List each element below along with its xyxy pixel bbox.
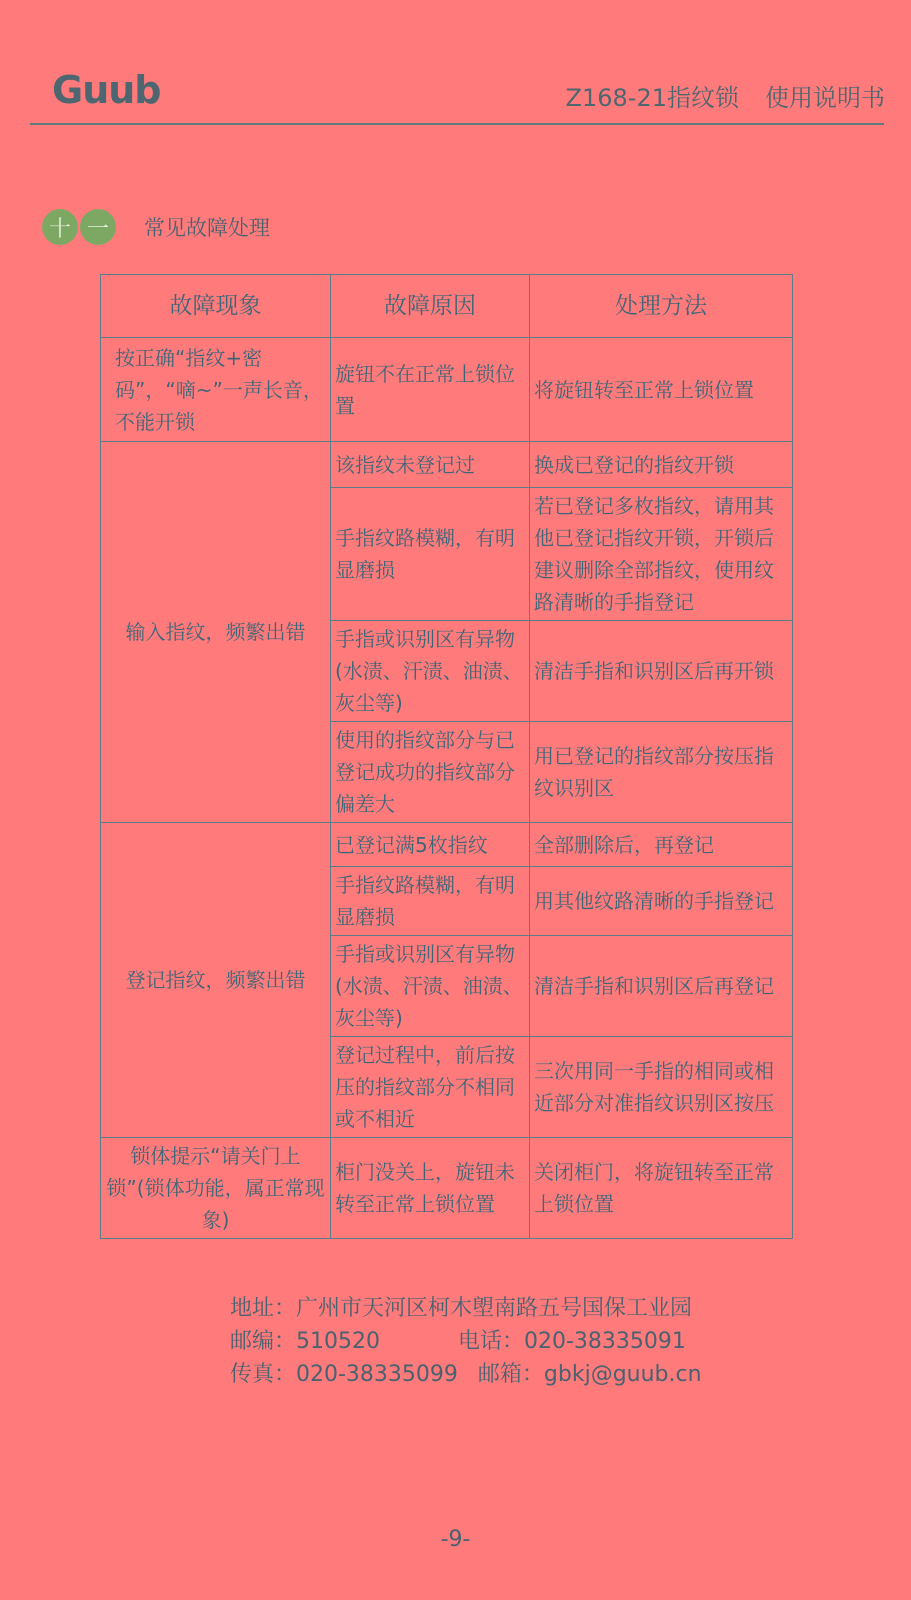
cause-cell: 该指纹未登记过 — [331, 442, 530, 488]
table-row — [101, 1138, 793, 1239]
header-symptom: 故障现象 — [101, 275, 331, 338]
cause-cell: 手指或识别区有异物(水渍、汗渍、油渍、灰尘等) — [331, 936, 530, 1037]
document-type: 使用说明书 — [765, 84, 885, 112]
section-heading — [42, 208, 270, 246]
cause-cell: 手指纹路模糊，有明显磨损 — [331, 867, 530, 936]
page-number: -9- — [440, 1527, 471, 1552]
table-row — [101, 338, 793, 442]
table-row — [101, 823, 793, 867]
fax-email-line — [230, 1358, 702, 1391]
document-title — [566, 78, 885, 113]
fax-text: 传真：020-38335099 — [230, 1362, 458, 1387]
cause-cell: 登记过程中，前后按压的指纹部分不相同或不相近 — [331, 1037, 530, 1138]
table-header-row — [101, 275, 793, 338]
section-number-badge: 十 — [42, 209, 78, 245]
solution-cell: 用已登记的指纹部分按压指纹识别区 — [530, 722, 793, 823]
symptom-cell: 登记指纹，频繁出错 — [101, 823, 331, 1138]
cause-cell: 已登记满5枚指纹 — [331, 823, 530, 867]
cause-cell: 使用的指纹部分与已登记成功的指纹部分偏差大 — [331, 722, 530, 823]
table-row — [101, 442, 793, 488]
postcode-text: 邮编：510520 — [230, 1329, 380, 1354]
header-divider — [30, 123, 884, 125]
contact-info — [230, 1292, 702, 1391]
solution-cell: 若已登记多枚指纹，请用其他已登记指纹开锁，开锁后建议删除全部指纹，使用纹路清晰的手指登记 — [530, 488, 793, 621]
solution-cell: 关闭柜门，将旋钮转至正常上锁位置 — [530, 1138, 793, 1239]
address-line: 地址：广州市天河区柯木塱南路五号国保工业园 — [230, 1296, 693, 1321]
solution-cell: 换成已登记的指纹开锁 — [530, 442, 793, 488]
symptom-cell: 锁体提示“请关门上锁”(锁体功能，属正常现象) — [101, 1138, 331, 1239]
cause-cell: 柜门没关上，旋钮未转至正常上锁位置 — [331, 1138, 530, 1239]
phone-text: 电话：020-38335091 — [457, 1329, 686, 1354]
symptom-cell: 按正确“指纹+密码”，“嘀~”一声长音，不能开锁 — [101, 338, 331, 442]
product-model: Z168-21指纹锁 — [565, 84, 739, 112]
cause-cell: 旋钮不在正常上锁位置 — [331, 338, 530, 442]
brand-logo: Guub — [52, 68, 161, 112]
section-title: 常见故障处理 — [144, 216, 270, 240]
solution-cell: 用其他纹路清晰的手指登记 — [530, 867, 793, 936]
section-number-badge: 一 — [80, 209, 116, 245]
solution-cell: 清洁手指和识别区后再登记 — [530, 936, 793, 1037]
solution-cell: 清洁手指和识别区后再开锁 — [530, 621, 793, 722]
header-solution: 处理方法 — [530, 275, 793, 338]
cause-cell: 手指或识别区有异物(水渍、汗渍、油渍、灰尘等) — [331, 621, 530, 722]
header-cause: 故障原因 — [331, 275, 530, 338]
troubleshooting-table — [100, 274, 793, 1239]
email-link[interactable]: 邮箱：gbkj@guub.cn — [477, 1362, 702, 1387]
solution-cell: 全部删除后，再登记 — [530, 823, 793, 867]
postcode-phone-line — [230, 1325, 702, 1358]
symptom-cell: 输入指纹，频繁出错 — [101, 442, 331, 823]
solution-cell: 三次用同一手指的相同或相近部分对准指纹识别区按压 — [530, 1037, 793, 1138]
solution-cell: 将旋钮转至正常上锁位置 — [530, 338, 793, 442]
cause-cell: 手指纹路模糊，有明显磨损 — [331, 488, 530, 621]
